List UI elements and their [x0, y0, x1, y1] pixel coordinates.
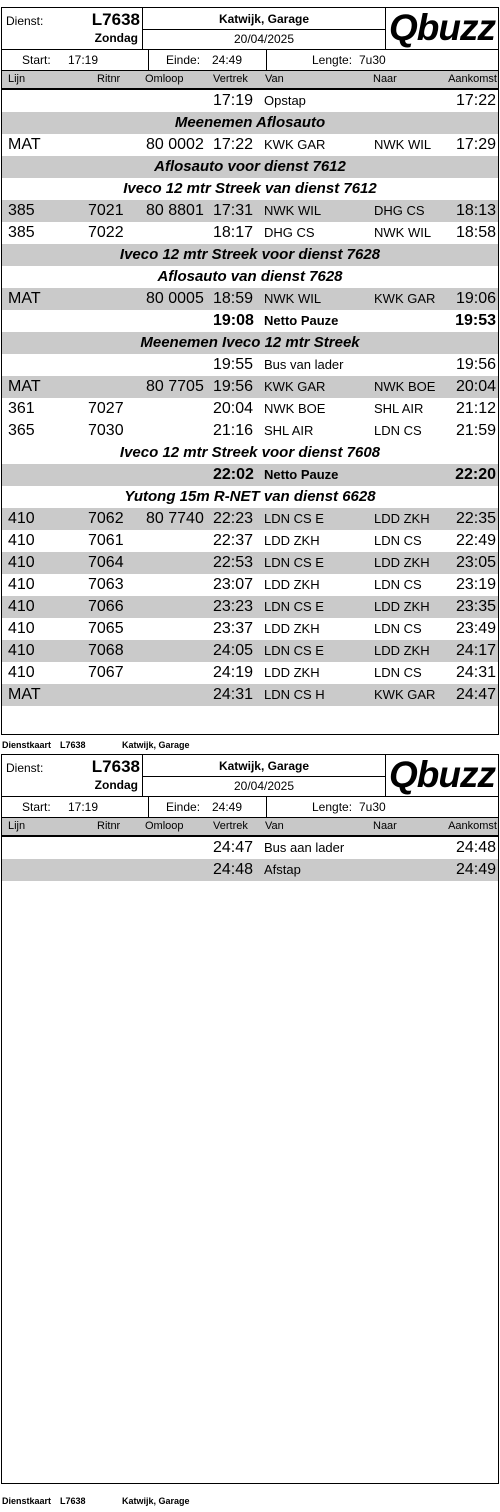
section-band: Yutong 15m R-NET van dienst 6628: [2, 486, 498, 508]
cell-aankomst: 22:20: [455, 466, 496, 483]
cell-naar: LDN CS: [374, 577, 422, 592]
cell-vertrek: 22:53: [213, 554, 254, 571]
cell-omloop: 80 7705: [146, 378, 204, 395]
cell-van: LDN CS H: [264, 687, 325, 702]
footer-location: Katwijk, Garage: [122, 1496, 190, 1506]
col-aankomst: Aankomst: [448, 820, 497, 832]
cell-van: LDD ZKH: [264, 533, 320, 548]
cell-ritnr: 7027: [88, 400, 124, 417]
table-row: [2, 618, 498, 640]
cell-lijn: MAT: [8, 290, 41, 307]
lengte-label: Lengte:: [312, 800, 353, 814]
cell-van: DHG CS: [264, 225, 315, 240]
cell-lijn: 361: [8, 400, 35, 417]
cell-vertrek: 24:48: [213, 861, 254, 878]
cell-aankomst: 18:13: [455, 202, 496, 219]
cell-lijn: 410: [8, 576, 35, 593]
cell-vertrek: 21:16: [213, 422, 254, 439]
cell-vertrek: 17:31: [213, 202, 254, 219]
cell-vertrek: 23:23: [213, 598, 254, 615]
cell-aankomst: 23:35: [455, 598, 496, 615]
location: Katwijk, Garage: [143, 757, 385, 777]
cell-aankomst: 18:58: [455, 224, 496, 241]
cell-lijn: 385: [8, 224, 35, 241]
cell-lijn: 385: [8, 202, 35, 219]
section-band: Aflosauto van dienst 7628: [2, 266, 498, 288]
cell-aankomst: 24:49: [455, 861, 496, 878]
cell-naar: KWK GAR: [374, 291, 436, 306]
cell-omloop: 80 0002: [146, 136, 204, 153]
footer-location: Katwijk, Garage: [122, 740, 190, 750]
dienst-day: Zondag: [94, 778, 138, 792]
dienstkaart-page-1: [1, 7, 499, 735]
cell-naar: LDN CS: [374, 665, 422, 680]
col-van: Van: [265, 73, 284, 85]
table-row: [2, 222, 498, 244]
col-van: Van: [265, 820, 284, 832]
cell-aankomst: 17:22: [455, 92, 496, 109]
col-naar: Naar: [373, 73, 397, 85]
cell-van: LDD ZKH: [264, 621, 320, 636]
col-ritnr: Ritnr: [97, 73, 121, 85]
cell-vertrek: 17:22: [213, 136, 254, 153]
footer-label: Dienstkaart: [2, 740, 52, 750]
table-row: [2, 90, 498, 112]
cell-aankomst: 24:31: [455, 664, 496, 681]
table-row: [2, 354, 498, 376]
table-row: [2, 420, 498, 442]
section-band: Iveco 12 mtr Streek voor dienst 7608: [2, 442, 498, 464]
col-omloop: Omloop: [145, 73, 184, 85]
cell-naar: LDD ZKH: [374, 511, 430, 526]
cell-van: NWK BOE: [264, 401, 326, 416]
table-row: [2, 684, 498, 706]
cell-aankomst: 24:17: [455, 642, 496, 659]
cell-vertrek: 19:56: [213, 378, 254, 395]
dienst-label: Dienst:: [6, 14, 44, 28]
footer-number: L7638: [60, 1496, 86, 1506]
cell-vertrek: 19:08: [213, 312, 254, 329]
cell-aankomst: 23:49: [455, 620, 496, 637]
cell-ritnr: 7065: [88, 620, 124, 637]
dienstkaart-page-2: [1, 754, 499, 1484]
col-vertrek: Vertrek: [213, 820, 248, 832]
qbuzz-logo: Qbuzz: [389, 754, 495, 795]
cell-van: LDN CS E: [264, 511, 324, 526]
table-row: [2, 288, 498, 310]
cell-ritnr: 7062: [88, 510, 124, 527]
cell-vertrek: 24:31: [213, 686, 254, 703]
cell-aankomst: 24:48: [455, 839, 496, 856]
cell-lijn: 410: [8, 598, 35, 615]
cell-naar: NWK BOE: [374, 379, 436, 394]
einde-label: Einde:: [166, 800, 201, 814]
cell-vertrek: 23:37: [213, 620, 254, 637]
dienst-label: Dienst:: [6, 761, 44, 775]
times-bar: [2, 797, 498, 818]
cell-naar: NWK WIL: [374, 137, 432, 152]
schedule-rows: [2, 90, 498, 706]
cell-ritnr: 7068: [88, 642, 124, 659]
cell-vertrek: 22:37: [213, 532, 254, 549]
cell-van: LDD ZKH: [264, 577, 320, 592]
section-band: Meenemen Iveco 12 mtr Streek: [2, 332, 498, 354]
cell-van: Afstap: [264, 862, 301, 877]
cell-van: KWK GAR: [264, 137, 326, 152]
pause-row: [2, 310, 498, 332]
pause-row: [2, 464, 498, 486]
cell-lijn: MAT: [8, 686, 41, 703]
dienst-day: Zondag: [94, 31, 138, 45]
cell-naar: LDD ZKH: [374, 643, 430, 658]
cell-lijn: MAT: [8, 378, 41, 395]
cell-naar: KWK GAR: [374, 687, 436, 702]
cell-van: NWK WIL: [264, 291, 322, 306]
cell-aankomst: 17:29: [455, 136, 496, 153]
table-row: [2, 376, 498, 398]
cell-naar: LDN CS: [374, 621, 422, 636]
cell-omloop: 80 0005: [146, 290, 204, 307]
cell-van: Netto Pauze: [264, 467, 339, 482]
table-row: [2, 530, 498, 552]
table-row: [2, 640, 498, 662]
cell-van: LDD ZKH: [264, 665, 320, 680]
table-row: [2, 837, 498, 859]
col-lijn: Lijn: [8, 73, 26, 85]
column-header: [2, 71, 498, 90]
location-date-cell: [143, 755, 386, 796]
lengte-value: 7u30: [359, 800, 386, 814]
lengte-value: 7u30: [359, 53, 386, 67]
date: 20/04/2025: [233, 32, 295, 46]
footer-number: L7638: [60, 740, 86, 750]
cell-van: LDN CS E: [264, 599, 324, 614]
cell-vertrek: 24:19: [213, 664, 254, 681]
cell-aankomst: 23:05: [455, 554, 496, 571]
col-aankomst: Aankomst: [448, 73, 497, 85]
section-band: Meenemen Aflosauto: [2, 112, 498, 134]
section-band: Iveco 12 mtr Streek van dienst 7612: [2, 178, 498, 200]
section-band: Aflosauto voor dienst 7612: [2, 156, 498, 178]
cell-vertrek: 18:17: [213, 224, 254, 241]
cell-aankomst: 21:12: [455, 400, 496, 417]
cell-aankomst: 19:56: [455, 356, 496, 373]
cell-naar: NWK WIL: [374, 225, 432, 240]
cell-van: LDN CS E: [264, 643, 324, 658]
cell-lijn: 410: [8, 532, 35, 549]
cell-ritnr: 7061: [88, 532, 124, 549]
cell-vertrek: 18:59: [213, 290, 254, 307]
cell-aankomst: 20:04: [455, 378, 496, 395]
col-ritnr: Ritnr: [97, 820, 121, 832]
einde-label: Einde:: [166, 53, 201, 67]
cell-vertrek: 22:02: [213, 466, 254, 483]
cell-van: Bus aan lader: [264, 840, 345, 855]
date: 20/04/2025: [233, 779, 295, 793]
cell-aankomst: 21:59: [455, 422, 496, 439]
cell-vertrek: 20:04: [213, 400, 254, 417]
start-label: Start:: [22, 800, 51, 814]
einde-time: 24:49: [212, 53, 243, 67]
cell-aankomst: 19:06: [455, 290, 496, 307]
cell-vertrek: 22:23: [213, 510, 254, 527]
start-time: 17:19: [68, 800, 99, 814]
cell-lijn: 410: [8, 642, 35, 659]
cell-aankomst: 22:35: [455, 510, 496, 527]
cell-naar: SHL AIR: [374, 401, 424, 416]
dienst-cell: [2, 8, 143, 49]
cell-ritnr: 7030: [88, 422, 124, 439]
table-row: [2, 552, 498, 574]
cell-van: KWK GAR: [264, 379, 326, 394]
cell-ritnr: 7066: [88, 598, 124, 615]
col-omloop: Omloop: [145, 820, 184, 832]
times-bar: [2, 50, 498, 71]
cell-naar: LDD ZKH: [374, 599, 430, 614]
cell-vertrek: 17:19: [213, 92, 254, 109]
cell-van: LDN CS E: [264, 555, 324, 570]
table-row: [2, 662, 498, 684]
cell-vertrek: 19:55: [213, 356, 254, 373]
cell-lijn: 365: [8, 422, 35, 439]
cell-lijn: 410: [8, 664, 35, 681]
cell-aankomst: 24:47: [455, 686, 496, 703]
start-time: 17:19: [68, 53, 99, 67]
col-naar: Naar: [373, 820, 397, 832]
cell-ritnr: 7022: [88, 224, 124, 241]
table-row: [2, 574, 498, 596]
cell-vertrek: 23:07: [213, 576, 254, 593]
section-band: Iveco 12 mtr Streek voor dienst 7628: [2, 244, 498, 266]
cell-naar: DHG CS: [374, 203, 425, 218]
cell-aankomst: 22:49: [455, 532, 496, 549]
footer-label: Dienstkaart: [2, 1496, 52, 1506]
lengte-label: Lengte:: [312, 53, 353, 67]
cell-van: NWK WIL: [264, 203, 322, 218]
cell-omloop: 80 7740: [146, 510, 204, 527]
cell-ritnr: 7021: [88, 202, 124, 219]
cell-ritnr: 7063: [88, 576, 124, 593]
logo-cell: [386, 8, 498, 49]
cell-vertrek: 24:47: [213, 839, 254, 856]
cell-ritnr: 7067: [88, 664, 124, 681]
card-header: [2, 8, 498, 50]
dienst-cell: [2, 755, 143, 796]
cell-naar: LDN CS: [374, 533, 422, 548]
table-row: [2, 508, 498, 530]
cell-lijn: 410: [8, 620, 35, 637]
location-date-cell: [143, 8, 386, 49]
cell-naar: LDD ZKH: [374, 555, 430, 570]
col-vertrek: Vertrek: [213, 73, 248, 85]
einde-time: 24:49: [212, 800, 243, 814]
cell-aankomst: 19:53: [455, 312, 496, 329]
table-row: [2, 859, 498, 881]
cell-naar: LDN CS: [374, 423, 422, 438]
table-row: [2, 596, 498, 618]
cell-vertrek: 24:05: [213, 642, 254, 659]
dienst-number: L7638: [91, 757, 140, 776]
start-label: Start:: [22, 53, 51, 67]
cell-van: Bus van lader: [264, 357, 344, 372]
table-row: [2, 134, 498, 156]
cell-lijn: MAT: [8, 136, 41, 153]
cell-van: SHL AIR: [264, 423, 314, 438]
location: Katwijk, Garage: [143, 10, 385, 30]
cell-lijn: 410: [8, 510, 35, 527]
logo-cell: [386, 755, 498, 796]
cell-ritnr: 7064: [88, 554, 124, 571]
table-row: [2, 200, 498, 222]
cell-omloop: 80 8801: [146, 202, 204, 219]
cell-van: Opstap: [264, 93, 306, 108]
cell-van: Netto Pauze: [264, 313, 339, 328]
qbuzz-logo: Qbuzz: [389, 7, 495, 48]
dienst-number: L7638: [91, 10, 140, 29]
cell-lijn: 410: [8, 554, 35, 571]
col-lijn: Lijn: [8, 820, 26, 832]
card-header: [2, 755, 498, 797]
table-row: [2, 398, 498, 420]
schedule-rows: [2, 837, 498, 881]
column-header: [2, 818, 498, 837]
cell-aankomst: 23:19: [455, 576, 496, 593]
